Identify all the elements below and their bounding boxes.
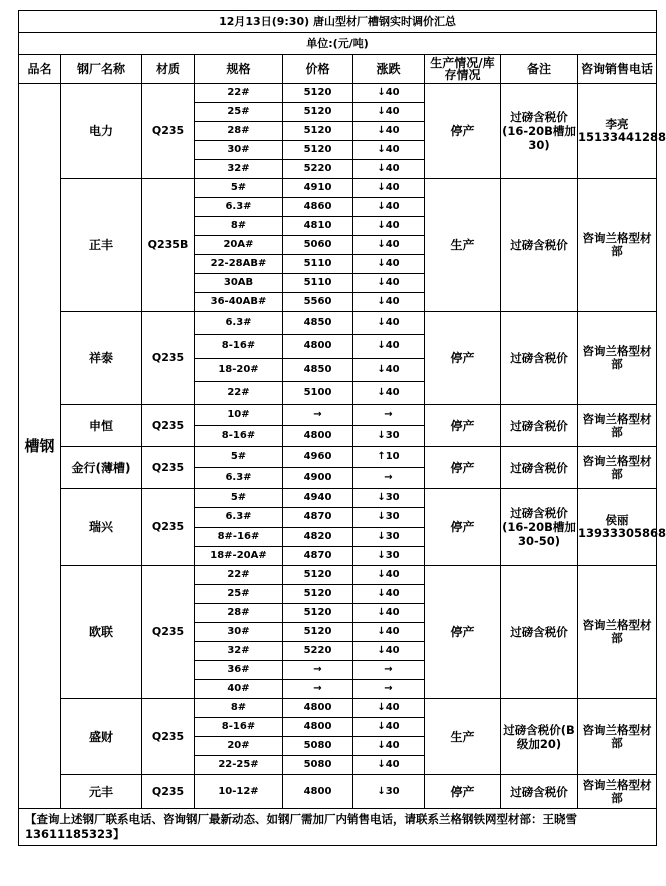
spec-cell: 25# [195, 585, 283, 604]
status-cell: 生产 [425, 699, 501, 775]
price-sheet [18, 10, 666, 846]
table-row [19, 566, 657, 585]
price-cell: 4960 [283, 447, 353, 468]
price-cell: 4800 [283, 718, 353, 737]
mill-name: 金行(薄槽) [61, 447, 142, 489]
table-row [19, 405, 657, 426]
change-cell: → [353, 661, 425, 680]
header-cell: 价格 [283, 55, 353, 84]
material-cell: Q235 [142, 699, 195, 775]
spec-cell: 36# [195, 661, 283, 680]
change-cell: ↓30 [353, 426, 425, 447]
spec-cell: 30AB [195, 274, 283, 293]
spec-cell: 20A# [195, 236, 283, 255]
change-cell: ↓40 [353, 141, 425, 160]
price-table [18, 10, 666, 846]
spec-cell: 36-40AB# [195, 293, 283, 312]
spec-cell: 8-16# [195, 718, 283, 737]
price-cell: 5120 [283, 84, 353, 103]
spec-cell: 30# [195, 141, 283, 160]
note-cell: 过磅含税价(B级加20) [501, 699, 578, 775]
price-cell: 4850 [283, 312, 353, 335]
material-cell: Q235 [142, 775, 195, 809]
change-cell: ↓30 [353, 546, 425, 565]
price-cell: 4800 [283, 699, 353, 718]
spec-cell: 8-16# [195, 426, 283, 447]
contact-cell: 咨询兰格型材部 [578, 566, 657, 699]
change-cell: ↓40 [353, 699, 425, 718]
change-cell: ↓40 [353, 84, 425, 103]
price-cell: 5080 [283, 737, 353, 756]
header-cell: 备注 [501, 55, 578, 84]
mill-name: 盛财 [61, 699, 142, 775]
table-body [19, 84, 666, 809]
spec-cell: 40# [195, 680, 283, 699]
price-cell: 5120 [283, 585, 353, 604]
material-cell: Q235 [142, 447, 195, 489]
header-cell: 生产情况/库存情况 [425, 55, 501, 84]
material-cell: Q235 [142, 312, 195, 405]
spec-cell: 18-20# [195, 358, 283, 381]
note-cell: 过磅含税价 [501, 447, 578, 489]
change-cell: ↓30 [353, 527, 425, 546]
spec-cell: 22# [195, 84, 283, 103]
price-cell: 5120 [283, 122, 353, 141]
change-cell: ↓40 [353, 335, 425, 358]
mill-name: 瑞兴 [61, 489, 142, 566]
change-cell: ↓40 [353, 737, 425, 756]
price-cell: 5120 [283, 141, 353, 160]
spec-cell: 22# [195, 566, 283, 585]
status-cell: 停产 [425, 84, 501, 179]
status-cell: 停产 [425, 447, 501, 489]
price-cell: 5220 [283, 160, 353, 179]
mill-name: 申恒 [61, 405, 142, 447]
spec-cell: 8-16# [195, 335, 283, 358]
contact-cell: 咨询兰格型材部 [578, 405, 657, 447]
header-cell: 品名 [19, 55, 61, 84]
category-cell: 槽钢 [19, 84, 61, 809]
contact-cell: 咨询兰格型材部 [578, 179, 657, 312]
spec-cell: 32# [195, 642, 283, 661]
change-cell: ↑10 [353, 447, 425, 468]
spec-cell: 22# [195, 381, 283, 404]
spec-cell: 28# [195, 122, 283, 141]
material-cell: Q235 [142, 405, 195, 447]
spec-cell: 10-12# [195, 775, 283, 809]
price-cell: 5120 [283, 604, 353, 623]
change-cell: ↓40 [353, 756, 425, 775]
change-cell: ↓40 [353, 642, 425, 661]
spec-cell: 6.3# [195, 508, 283, 527]
mill-name: 正丰 [61, 179, 142, 312]
price-cell: 4940 [283, 489, 353, 508]
price-cell: 5120 [283, 623, 353, 642]
change-cell: ↓40 [353, 604, 425, 623]
change-cell: ↓40 [353, 103, 425, 122]
status-cell: 停产 [425, 312, 501, 405]
table-row [19, 312, 657, 335]
status-cell: 停产 [425, 566, 501, 699]
change-cell: ↓40 [353, 293, 425, 312]
price-cell: 5110 [283, 274, 353, 293]
contact-cell: 李亮 15133441288 [578, 84, 657, 179]
price-cell: 5110 [283, 255, 353, 274]
note-cell: 过磅含税价(16-20B槽加30-50) [501, 489, 578, 566]
spec-cell: 22-25# [195, 756, 283, 775]
spec-cell: 6.3# [195, 468, 283, 489]
price-cell: 4810 [283, 217, 353, 236]
note-cell: 过磅含税价 [501, 312, 578, 405]
change-cell: ↓40 [353, 312, 425, 335]
contact-cell: 咨询兰格型材部 [578, 775, 657, 809]
change-cell: ↓40 [353, 623, 425, 642]
table-title: 12月13日(9:30) 唐山型材厂槽钢实时调价汇总 [19, 11, 657, 33]
material-cell: Q235 [142, 566, 195, 699]
spec-cell: 8#-16# [195, 527, 283, 546]
mill-name: 元丰 [61, 775, 142, 809]
price-cell: 4800 [283, 335, 353, 358]
change-cell: ↓40 [353, 358, 425, 381]
spec-cell: 32# [195, 160, 283, 179]
status-cell: 停产 [425, 405, 501, 447]
status-cell: 停产 [425, 489, 501, 566]
note-cell: 过磅含税价(16-20B槽加30) [501, 84, 578, 179]
change-cell: ↓40 [353, 217, 425, 236]
change-cell: ↓40 [353, 198, 425, 217]
price-cell: 4870 [283, 546, 353, 565]
change-cell: ↓40 [353, 566, 425, 585]
contact-cell: 咨询兰格型材部 [578, 447, 657, 489]
price-cell: 4800 [283, 775, 353, 809]
spec-cell: 8# [195, 217, 283, 236]
change-cell: ↓40 [353, 179, 425, 198]
contact-cell: 咨询兰格型材部 [578, 699, 657, 775]
price-cell: 4860 [283, 198, 353, 217]
price-cell: 4900 [283, 468, 353, 489]
material-cell: Q235 [142, 489, 195, 566]
change-cell: → [353, 680, 425, 699]
price-cell: 5080 [283, 756, 353, 775]
change-cell: ↓40 [353, 381, 425, 404]
spec-cell: 25# [195, 103, 283, 122]
mill-name: 祥泰 [61, 312, 142, 405]
price-cell: 5220 [283, 642, 353, 661]
spec-cell: 6.3# [195, 312, 283, 335]
note-cell: 过磅含税价 [501, 775, 578, 809]
table-row [19, 489, 657, 508]
material-cell: Q235 [142, 84, 195, 179]
contact-cell: 咨询兰格型材部 [578, 312, 657, 405]
spec-cell: 8# [195, 699, 283, 718]
price-cell: 4850 [283, 358, 353, 381]
header-cell: 钢厂名称 [61, 55, 142, 84]
price-cell: 5060 [283, 236, 353, 255]
price-cell: 4820 [283, 527, 353, 546]
price-cell: 5120 [283, 566, 353, 585]
spec-cell: 28# [195, 604, 283, 623]
change-cell: ↓30 [353, 489, 425, 508]
change-cell: ↓30 [353, 508, 425, 527]
spec-cell: 5# [195, 447, 283, 468]
mill-name: 电力 [61, 84, 142, 179]
note-cell: 过磅含税价 [501, 566, 578, 699]
change-cell: ↓30 [353, 775, 425, 809]
note-cell: 过磅含税价 [501, 179, 578, 312]
change-cell: → [353, 468, 425, 489]
table-row [19, 179, 657, 198]
change-cell: ↓40 [353, 122, 425, 141]
table-row [19, 699, 657, 718]
material-cell: Q235B [142, 179, 195, 312]
note-cell: 过磅含税价 [501, 405, 578, 447]
spec-cell: 5# [195, 179, 283, 198]
status-cell: 停产 [425, 775, 501, 809]
table-row [19, 447, 657, 468]
spec-cell: 18#-20A# [195, 546, 283, 565]
spec-cell: 5# [195, 489, 283, 508]
change-cell: → [353, 405, 425, 426]
spec-cell: 30# [195, 623, 283, 642]
price-cell: 4870 [283, 508, 353, 527]
header-row [19, 55, 657, 84]
spec-cell: 22-28AB# [195, 255, 283, 274]
price-cell: → [283, 680, 353, 699]
price-cell: → [283, 405, 353, 426]
price-cell: 4910 [283, 179, 353, 198]
header-cell: 材质 [142, 55, 195, 84]
footer-note: 【查询上述钢厂联系电话、咨询钢厂最新动态、如钢厂需加厂内销售电话，请联系兰格钢铁网型材部：王晓雪13611185323】 [19, 809, 657, 846]
spec-cell: 10# [195, 405, 283, 426]
header-cell: 涨跌 [353, 55, 425, 84]
price-cell: 5100 [283, 381, 353, 404]
change-cell: ↓40 [353, 255, 425, 274]
header-cell: 规格 [195, 55, 283, 84]
change-cell: ↓40 [353, 160, 425, 179]
price-cell: → [283, 661, 353, 680]
spec-cell: 20# [195, 737, 283, 756]
contact-cell: 侯丽 13933305868 [578, 489, 657, 566]
spec-cell: 6.3# [195, 198, 283, 217]
unit-label: 单位:(元/吨) [19, 33, 657, 55]
status-cell: 生产 [425, 179, 501, 312]
price-cell: 5560 [283, 293, 353, 312]
change-cell: ↓40 [353, 718, 425, 737]
price-cell: 5120 [283, 103, 353, 122]
price-cell: 4800 [283, 426, 353, 447]
change-cell: ↓40 [353, 585, 425, 604]
change-cell: ↓40 [353, 236, 425, 255]
mill-name: 欧联 [61, 566, 142, 699]
table-row [19, 84, 657, 103]
change-cell: ↓40 [353, 274, 425, 293]
table-row [19, 775, 657, 809]
header-cell: 咨询销售电话 [578, 55, 657, 84]
